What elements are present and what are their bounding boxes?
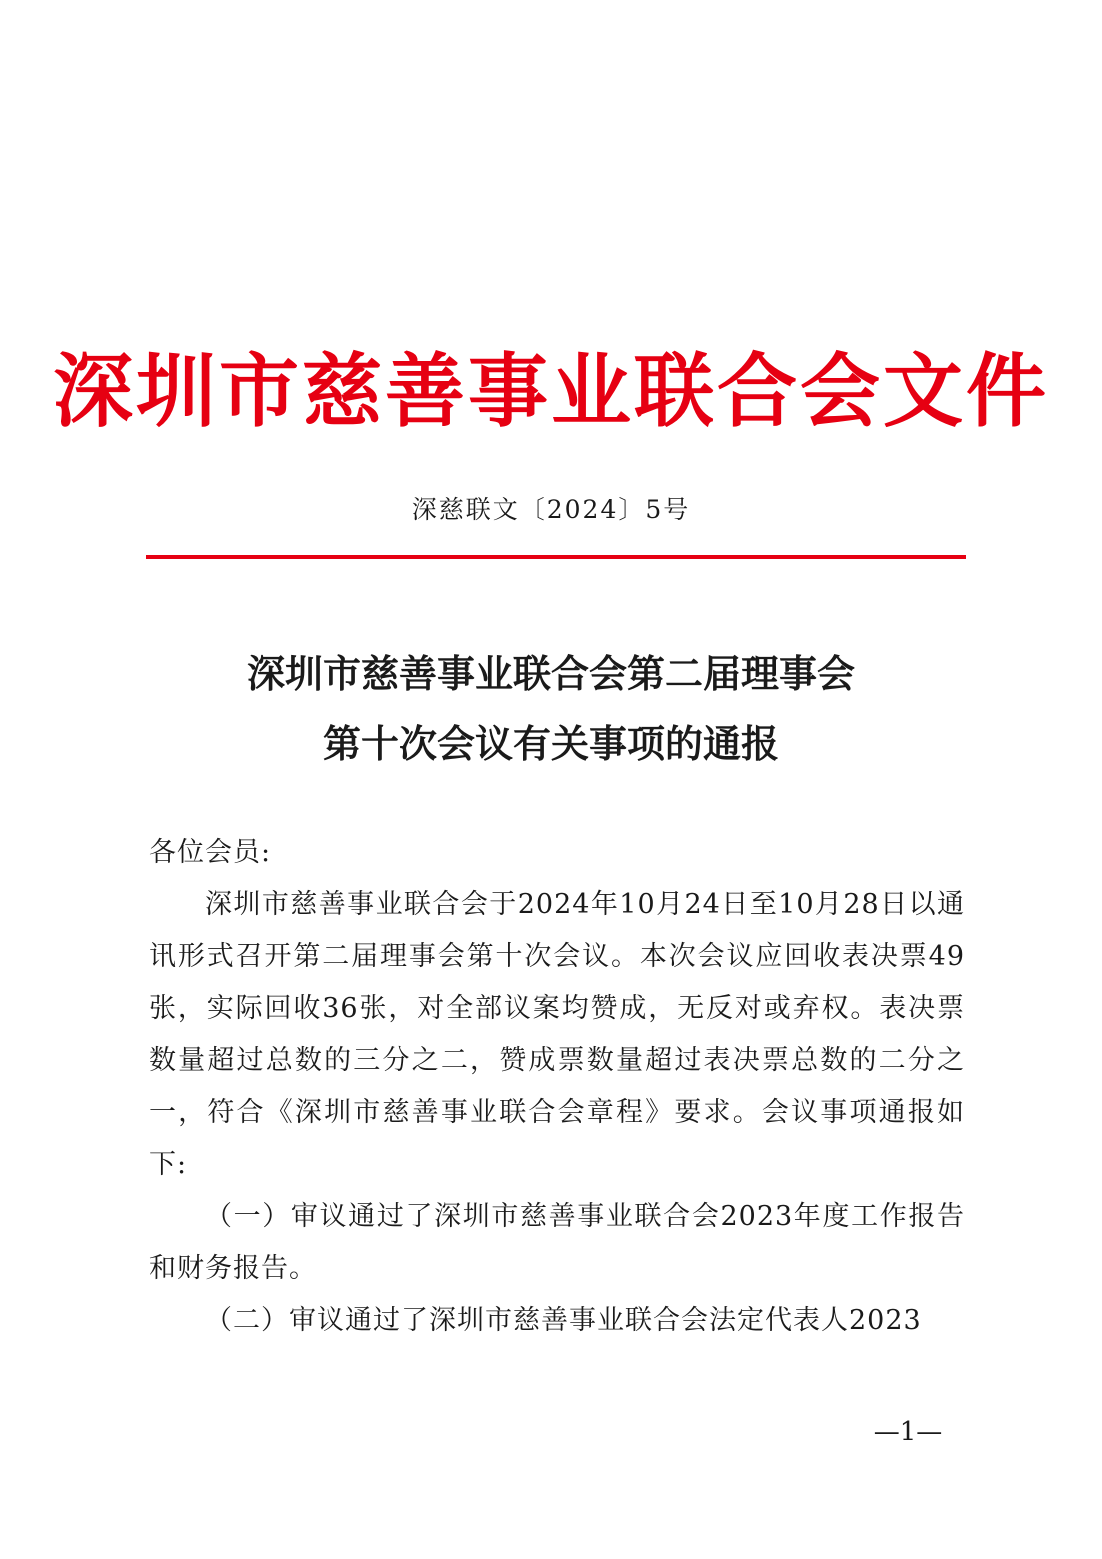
body-paragraph-1 — [149, 879, 965, 1191]
body-paragraph-1-text: 深圳市慈善事业联合会于2024年10月24日至10月28日以通讯形式召开第二届理事会第十次会议。本次会议应回收表决票49张，实际回收36张，对全部议案均赞成，无反对或弃权。表决票数量超过总数的三分之二，赞成票数量超过表决票总数的二分之一，符合《深圳市慈善事业联合会章程》要求。会议事项通报如下: — [149, 889, 965, 1180]
page-number: —1— — [873, 1417, 943, 1447]
red-divider-line — [146, 555, 966, 559]
agenda-item-2-text: （二）审议通过了深圳市慈善事业联合会法定代表人2023 — [205, 1305, 922, 1336]
notice-title-line-2: 第十次会议有关事项的通报 — [322, 721, 779, 766]
salutation-text: 各位会员: — [149, 837, 272, 868]
masthead-title: 深圳市慈善事业联合会文件 — [53, 345, 1049, 438]
agenda-item-1 — [149, 1191, 965, 1295]
notice-title-line-1: 深圳市慈善事业联合会第二届理事会 — [246, 651, 855, 696]
salutation — [149, 827, 965, 879]
agenda-item-1-text: （一）审议通过了深圳市慈善事业联合会2023年度工作报告和财务报告。 — [149, 1201, 965, 1284]
agenda-item-2 — [149, 1295, 965, 1347]
document-number: 深慈联文〔2024〕5号 — [411, 495, 691, 524]
